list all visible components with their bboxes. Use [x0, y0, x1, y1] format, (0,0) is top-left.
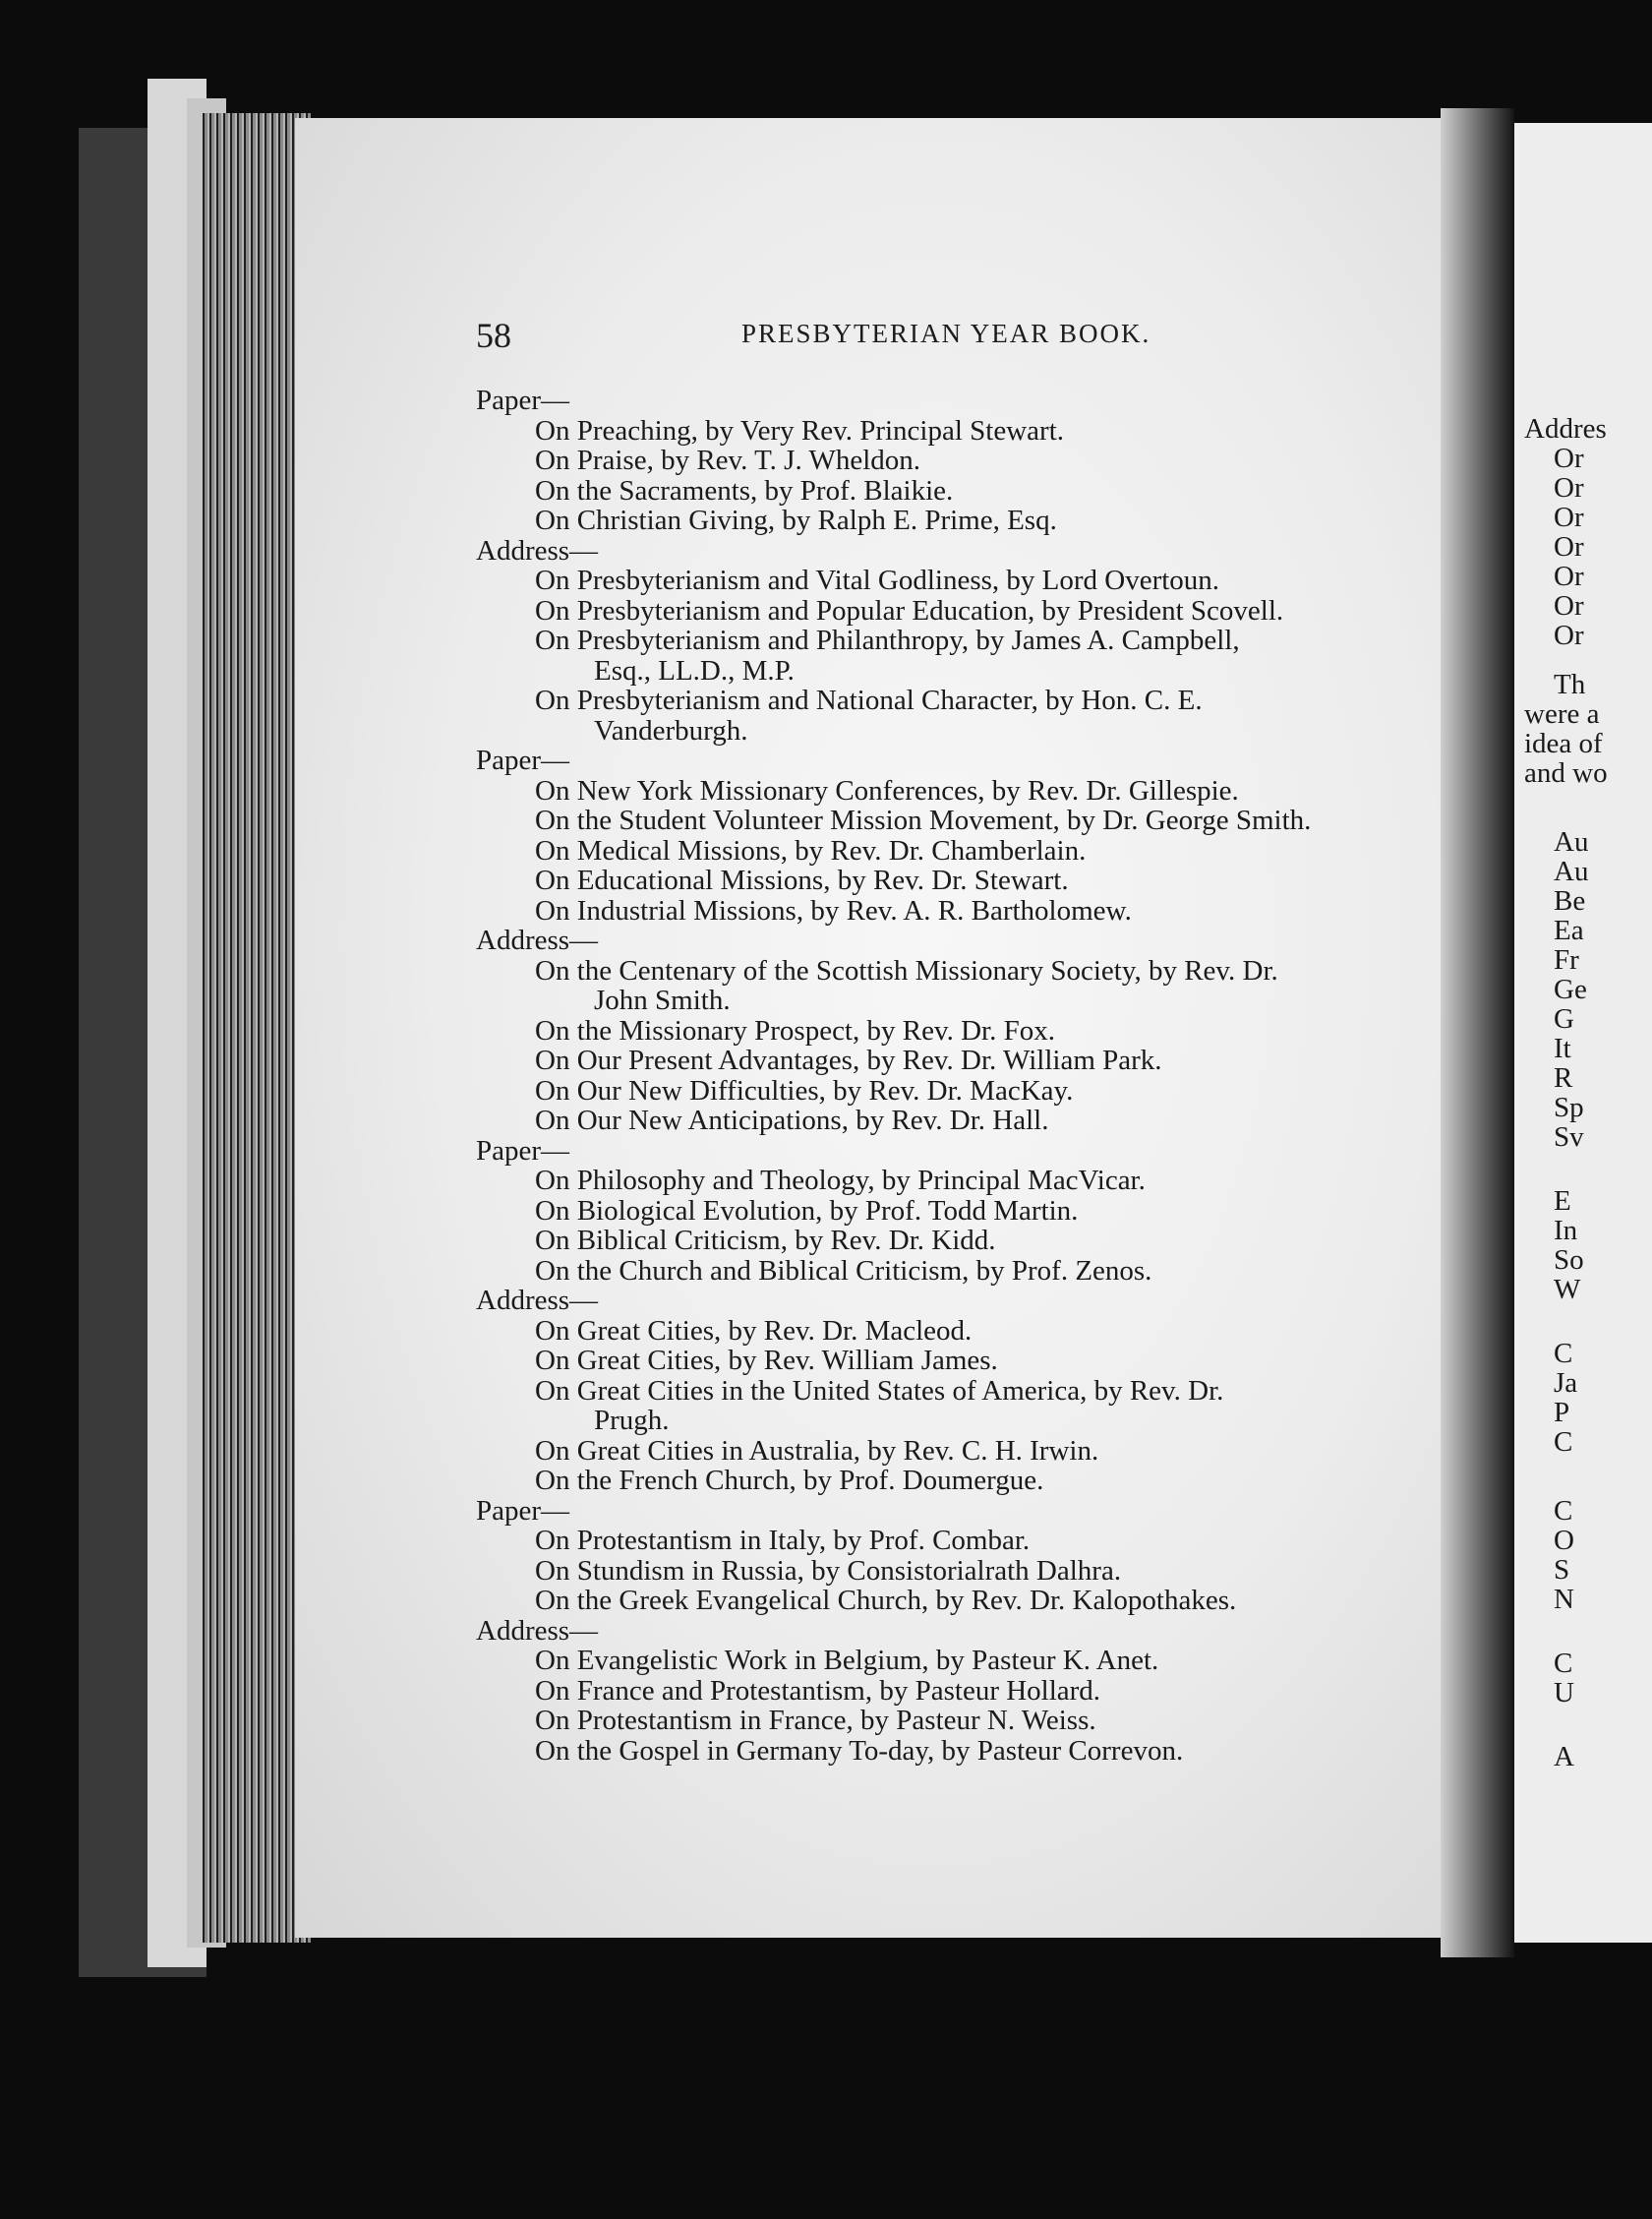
section-label: Address— — [476, 1285, 599, 1316]
right-page-fragment: A — [1554, 1741, 1574, 1772]
list-item: On Protestantism in Italy, by Prof. Combar. — [535, 1525, 1031, 1556]
right-page-fragment: Au — [1554, 826, 1589, 858]
list-item: On Industrial Missions, by Rev. A. R. Bartholomew. — [535, 894, 1132, 927]
right-page-fragment: and wo — [1524, 757, 1608, 789]
right-page-fragment: O — [1554, 1525, 1574, 1556]
list-item: Vanderburgh. — [594, 714, 748, 747]
right-page-fragment: Addres — [1524, 413, 1607, 445]
list-item: On Evangelistic Work in Belgium, by Pasteur K. Anet. — [535, 1645, 1159, 1676]
right-page-fragment: C — [1554, 1495, 1573, 1527]
right-page-fragment: S — [1554, 1554, 1570, 1586]
page-header — [476, 315, 1420, 364]
right-page-fragment: were a — [1524, 698, 1600, 730]
list-item: On Protestantism in France, by Pasteur N. Weiss. — [535, 1705, 1096, 1736]
right-page-fragment: Ea — [1554, 915, 1584, 946]
right-page-fragment: Ja — [1554, 1367, 1578, 1399]
right-page-fragment: C — [1554, 1426, 1573, 1458]
list-item: On Biological Evolution, by Prof. Todd Martin. — [535, 1194, 1079, 1227]
right-page-fragment: C — [1554, 1338, 1573, 1369]
section-label: Address— — [476, 925, 599, 956]
section-label: Paper— — [476, 745, 570, 776]
list-item: On the Sacraments, by Prof. Blaikie. — [535, 474, 954, 507]
right-page-fragment: P — [1554, 1397, 1570, 1428]
right-page-fragment: R — [1554, 1062, 1573, 1094]
list-item: On Our Present Advantages, by Rev. Dr. William Park. — [535, 1045, 1162, 1076]
page-body — [476, 386, 1440, 1766]
list-item: On Great Cities in the United States of America, by Rev. Dr. — [535, 1374, 1224, 1407]
list-item: On Presbyterianism and National Character, by Hon. C. E. — [535, 685, 1203, 716]
right-page-fragment: Or — [1554, 590, 1584, 622]
right-page-fragment: W — [1554, 1274, 1581, 1305]
list-item: On Presbyterianism and Philanthropy, by James A. Campbell, — [535, 625, 1240, 656]
right-page-fragment: Or — [1554, 443, 1584, 474]
section-label: Address— — [476, 1614, 599, 1647]
right-page-fragment: idea of — [1524, 728, 1603, 759]
list-item: On the French Church, by Prof. Doumergue. — [535, 1465, 1044, 1496]
list-item: On the Missionary Prospect, by Rev. Dr. Fox. — [535, 1014, 1055, 1047]
list-item: On Preaching, by Very Rev. Principal Stewart. — [535, 414, 1065, 447]
list-item: On Praise, by Rev. T. J. Wheldon. — [535, 445, 920, 476]
list-item: On Christian Giving, by Ralph E. Prime, Esq. — [535, 505, 1057, 536]
list-item: On Our New Difficulties, by Rev. Dr. MacKay. — [535, 1074, 1074, 1107]
section-label: Paper— — [476, 1134, 570, 1167]
running-title: PRESBYTERIAN YEAR BOOK. — [741, 319, 1151, 348]
list-item: On Biblical Criticism, by Rev. Dr. Kidd. — [535, 1225, 996, 1256]
list-item: On the Centenary of the Scottish Missionary Society, by Rev. Dr. — [535, 954, 1278, 987]
right-page-fragment: U — [1554, 1677, 1574, 1709]
list-item: On Medical Missions, by Rev. Dr. Chamberlain. — [535, 834, 1087, 867]
list-item: On Educational Missions, by Rev. Dr. Stewart. — [535, 865, 1069, 896]
section-label: Address— — [476, 534, 599, 567]
list-item: On the Greek Evangelical Church, by Rev. Dr. Kalopothakes. — [535, 1585, 1237, 1616]
list-item: On the Gospel in Germany To-day, by Pasteur Correvon. — [535, 1734, 1184, 1767]
right-page-fragment: Or — [1554, 472, 1584, 504]
right-page-fragment: Be — [1554, 885, 1586, 917]
right-page-fragment: Or — [1554, 620, 1584, 651]
page-number: 58 — [476, 316, 511, 355]
list-item: On the Church and Biblical Criticism, by Prof. Zenos. — [535, 1254, 1152, 1287]
list-item: On Great Cities, by Rev. Dr. Macleod. — [535, 1314, 973, 1347]
list-item: Esq., LL.D., M.P. — [594, 654, 795, 687]
section-label: Paper— — [476, 1494, 570, 1527]
right-page-fragment: Th — [1554, 669, 1586, 700]
right-page-fragment: C — [1554, 1648, 1573, 1679]
list-item: On Presbyterianism and Popular Education, by President Scovell. — [535, 594, 1284, 627]
list-item: On Presbyterianism and Vital Godliness, by Lord Overtoun. — [535, 565, 1220, 596]
list-item: On the Student Volunteer Mission Movement, by Dr. George Smith. — [535, 805, 1312, 836]
right-page-fragment: Fr — [1554, 944, 1579, 976]
list-item: Prugh. — [594, 1405, 670, 1436]
list-item: On Great Cities in Australia, by Rev. C. H. Irwin. — [535, 1434, 1099, 1467]
book-gutter — [1441, 108, 1514, 1957]
list-item: On Stundism in Russia, by Consistorialrath Dalhra. — [535, 1554, 1122, 1587]
right-page-fragment: E — [1554, 1185, 1571, 1217]
right-page-fragment: G — [1554, 1003, 1574, 1035]
right-page-fragment: Or — [1554, 561, 1584, 592]
list-item: On Great Cities, by Rev. William James. — [535, 1345, 998, 1376]
right-page-fragment: Or — [1554, 531, 1584, 563]
section-label: Paper— — [476, 385, 570, 416]
list-item: John Smith. — [594, 985, 731, 1016]
list-item: On France and Protestantism, by Pasteur Hollard. — [535, 1674, 1101, 1707]
right-page — [1514, 123, 1652, 1943]
list-item: On New York Missionary Conferences, by Rev. Dr. Gillespie. — [535, 774, 1239, 807]
right-page-fragment: N — [1554, 1584, 1574, 1615]
right-page-fragment: In — [1554, 1215, 1578, 1246]
right-page-fragment: Sp — [1554, 1092, 1584, 1123]
right-page-fragment: Au — [1554, 856, 1589, 887]
list-item: On Our New Anticipations, by Rev. Dr. Hall. — [535, 1105, 1049, 1136]
right-page-fragment: Or — [1554, 502, 1584, 533]
right-page-fragment: Sv — [1554, 1121, 1584, 1153]
right-page-fragment: So — [1554, 1244, 1584, 1276]
list-item: On Philosophy and Theology, by Principal MacVicar. — [535, 1165, 1146, 1196]
right-page-fragment: It — [1554, 1033, 1571, 1064]
right-page-fragment: Ge — [1554, 974, 1587, 1005]
